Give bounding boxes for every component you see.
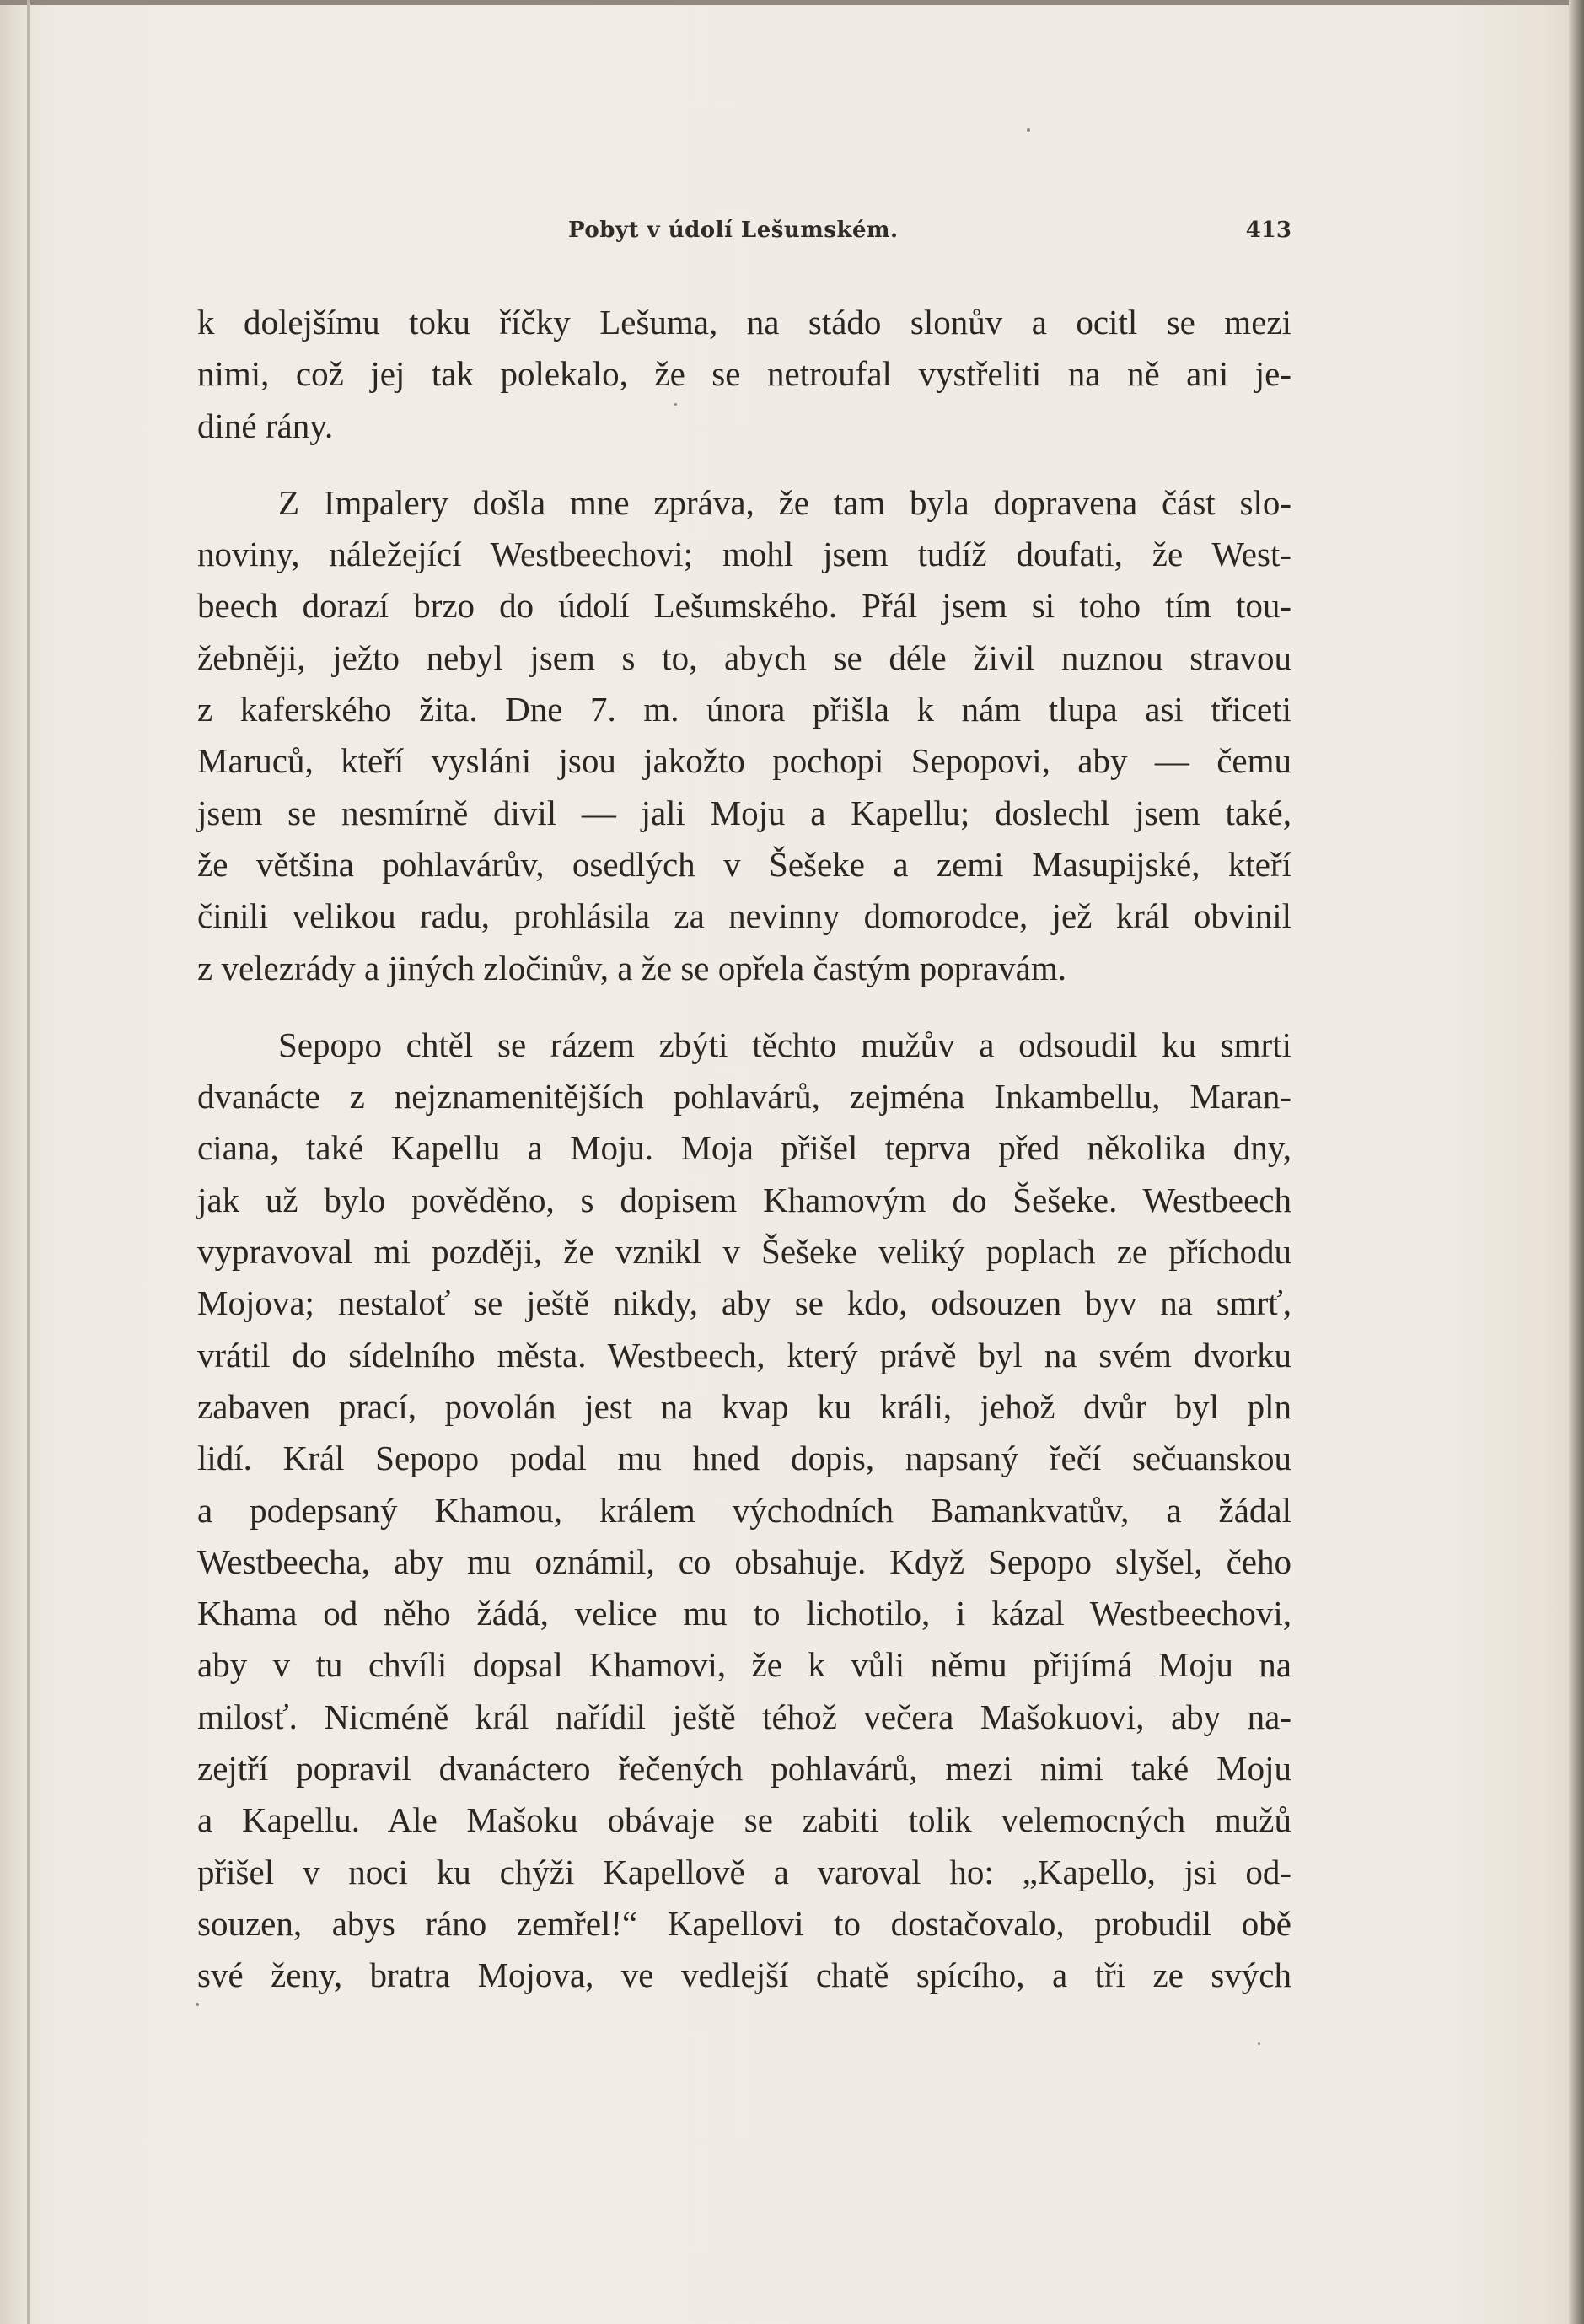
- running-title: Pobyt v údolí Lešumském.: [568, 218, 899, 243]
- text-line: činili velikou radu, prohlásila za nevinny domorodce, jež král obvinil: [197, 896, 1291, 936]
- text-line: diné rány.: [197, 406, 334, 445]
- text-line: k dolejšímu toku říčky Lešuma, na stádo slonův a ocitl se mezi: [197, 303, 1291, 342]
- text-line: jak už bylo pověděno, s dopisem Khamovým do Šešeke. Westbeech: [197, 1180, 1291, 1219]
- text-line: milosť. Nicméně král nařídil ještě téhož večera Mašokuovi, aby na-: [197, 1697, 1291, 1736]
- paper-speck: [196, 2003, 199, 2006]
- text-line: že většina pohlavárův, osedlých v Šešeke a zemi Masupijské, kteří: [197, 844, 1291, 884]
- text-line: vypravoval mi později, že vznikl v Šešeke veliký poplach ze příchodu: [197, 1232, 1291, 1272]
- page-gutter-line: [27, 0, 30, 2324]
- text-line: dvanácte z nejznamenitějších pohlavárů, zejména Inkambellu, Maran-: [197, 1077, 1291, 1116]
- text-line: beech dorazí brzo do údolí Lešumského. Přál jsem si toho tím tou-: [197, 586, 1291, 626]
- text-line: Maruců, kteří vysláni jsou jakožto pochopi Sepopovi, aby — čemu: [197, 741, 1291, 781]
- text-line: Mojova; nestaloť se ještě nikdy, aby se kdo, odsouzen byv na smrť,: [197, 1283, 1291, 1323]
- text-line: z kaferského žita. Dne 7. m. února přišla k nám tlupa asi třiceti: [197, 690, 1291, 729]
- paragraph-2: [197, 477, 1291, 994]
- text-line: zabaven prací, povolán jest na kvap ku králi, jehož dvůr byl pln: [197, 1386, 1291, 1426]
- text-line: lidí. Král Sepopo podal mu hned dopis, napsaný řečí sečuanskou: [197, 1439, 1291, 1478]
- text-line: Westbeecha, aby mu oznámil, co obsahuje. Když Sepopo slyšel, čeho: [197, 1541, 1291, 1581]
- text-line: nimi, což jej tak polekalo, že se netroufal vystřeliti na ně ani je-: [197, 354, 1291, 394]
- page-number: 413: [1245, 218, 1291, 243]
- paragraph-1: [197, 297, 1291, 452]
- text-line: souzen, abys ráno zemřel!“ Kapellovi to dostačovalo, probudil obě: [197, 1903, 1291, 1943]
- text-line: noviny, náležející Westbeechovi; mohl jsem tudíž doufati, že West-: [197, 535, 1291, 574]
- page-top-edge: [0, 0, 1584, 5]
- text-line: jsem se nesmírně divil — jali Moju a Kapellu; doslechl jsem také,: [197, 793, 1291, 832]
- paragraph-3: [197, 1019, 1291, 2002]
- text-line: přišel v noci ku chýži Kapellově a varoval ho: „Kapello, jsi od-: [197, 1852, 1291, 1891]
- text-line: žebněji, ježto nebyl jsem s to, abych se déle živil nuznou stravou: [197, 637, 1291, 677]
- paper-speck: [1027, 128, 1030, 132]
- text-line: Z Impalery došla mne zpráva, že tam byla dopravena část slo-: [278, 482, 1291, 522]
- text-line: ciana, také Kapellu a Moju. Moja přišel teprva před několika dny,: [197, 1128, 1291, 1168]
- text-line: zejtří popravil dvanáctero řečených pohlavárů, mezi nimi také Moju: [197, 1749, 1291, 1789]
- text-line: vrátil do sídelního města. Westbeech, který právě byl na svém dvorku: [197, 1335, 1291, 1374]
- text-line: Khama od něho žádá, velice mu to lichotilo, i kázal Westbeechovi,: [197, 1594, 1291, 1633]
- text-line: z velezrády a jiných zločinův, a že se opřela častým popravám.: [197, 948, 1066, 987]
- body-text: [197, 297, 1291, 2002]
- text-line: Sepopo chtěl se rázem zbýti těchto mužův a odsoudil ku smrti: [278, 1025, 1291, 1064]
- page-header: [197, 218, 1291, 251]
- text-line: své ženy, bratra Mojova, ve vedlejší chatě spícího, a tři ze svých: [197, 1955, 1291, 1995]
- text-line: aby v tu chvíli dopsal Khamovi, že k vůli němu přijímá Moju na: [197, 1645, 1291, 1685]
- page-right-edge: [1569, 0, 1584, 2324]
- text-line: a podepsaný Khamou, králem východních Bamankvatův, a žádal: [197, 1490, 1291, 1530]
- text-line: a Kapellu. Ale Mašoku obávaje se zabiti tolik velemocných mužů: [197, 1800, 1291, 1840]
- paper-speck: [1258, 2042, 1260, 2045]
